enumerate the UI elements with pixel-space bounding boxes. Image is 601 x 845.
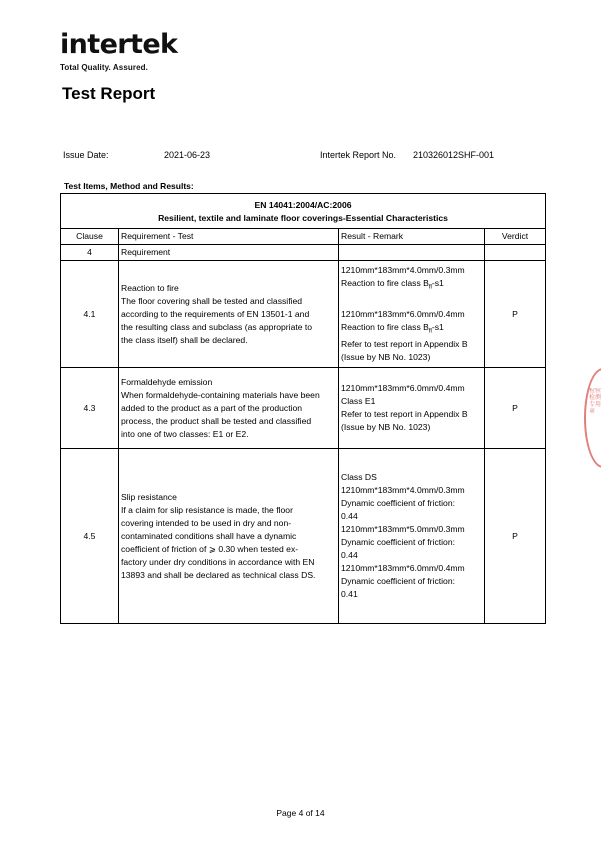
requirement-line: contaminated conditions shall have a dynamic — [121, 530, 297, 541]
result-line: 1210mm*183mm*4.0mm/0.3mm — [341, 264, 465, 275]
verdict-cell: P — [485, 261, 546, 368]
requirement-line: Slip resistance — [121, 491, 177, 502]
result-line: Dynamic coefficient of friction: — [341, 498, 455, 508]
table-row — [61, 449, 546, 624]
result-line: 1210mm*183mm*5.0mm/0.3mm — [341, 524, 465, 534]
result-cell — [339, 245, 485, 261]
requirement-line: the class itself) shall be declared. — [121, 334, 248, 345]
report-no-label: Intertek Report No. — [320, 150, 397, 160]
column-header-row — [61, 229, 546, 245]
requirement-line: covering intended to be used in dry and non- — [121, 517, 292, 528]
table-row — [61, 261, 546, 368]
standard-header-cell — [61, 194, 546, 229]
result-line: Class DS — [341, 472, 377, 482]
result-line: Refer to test report in Appendix B — [341, 339, 468, 350]
col-header-result: Result - Remark — [339, 229, 485, 245]
table-row — [61, 368, 546, 449]
requirement-line: added to the product as a part of the production — [121, 402, 303, 413]
clause-cell: 4.1 — [61, 261, 119, 368]
requirement-line: Reaction to fire — [121, 282, 179, 293]
requirement-line: the resulting class and subclass (as appropriate to — [121, 321, 313, 332]
table-row — [61, 245, 546, 261]
result-line: 1210mm*183mm*6.0mm/0.4mm — [341, 563, 465, 573]
result-line: 0.44 — [341, 511, 358, 521]
result-line: (Issue by NB No. 1023) — [341, 352, 431, 363]
requirement-line: 13893 and shall be declared as technical class DS. — [121, 569, 316, 580]
page-number: Page 4 of 14 — [276, 808, 325, 818]
result-line: 1210mm*183mm*6.0mm/0.4mm — [341, 383, 465, 393]
result-line: Reaction to fire class $B_{fl}-s1$ — [341, 321, 444, 335]
requirement-line: If a claim for slip resistance is made, the floor — [121, 504, 293, 515]
result-line: 0.41 — [341, 589, 358, 599]
requirement-line: according to the requirements of EN 13501-1 and — [121, 308, 310, 319]
clause-cell: 4.3 — [61, 368, 119, 449]
standard-title: EN 14041:2004/AC:2006 — [254, 200, 352, 210]
verdict-cell: P — [485, 449, 546, 624]
result-line — [341, 295, 482, 308]
verdict-cell — [485, 245, 546, 261]
result-line: (Issue by NB No. 1023) — [341, 422, 431, 432]
result-line: 1210mm*183mm*4.0mm/0.3mm — [341, 485, 465, 495]
verdict-cell: P — [485, 368, 546, 449]
result-line: Reaction to fire class $B_{fl}-s1$ — [341, 277, 444, 291]
requirement-cell — [119, 261, 339, 368]
logo-wordmark: intertek — [60, 29, 178, 60]
requirement-line: Formaldehyde emission — [121, 376, 213, 387]
clause-cell: 4 — [61, 245, 119, 261]
issue-date-value: 2021-06-23 — [164, 150, 211, 160]
standard-subtitle: Resilient, textile and laminate floor coverings-Essential Characteristics — [158, 213, 448, 223]
report-no-value: 210326012SHF-001 — [413, 150, 495, 160]
result-line: Dynamic coefficient of friction: — [341, 537, 455, 547]
result-line: Refer to test report in Appendix B — [341, 409, 468, 419]
requirement-line: The floor covering shall be tested and classified — [121, 295, 303, 306]
seal-stamp-text: 检验检测专用章 — [589, 388, 601, 415]
requirement-cell: Requirement — [119, 245, 339, 261]
page-title: Test Report — [62, 84, 156, 103]
intertek-logo — [60, 30, 177, 72]
requirement-line: coefficient of friction of ⩾ 0.30 when tested ex- — [121, 543, 299, 554]
col-header-requirement: Requirement - Test — [119, 229, 339, 245]
requirement-cell — [119, 449, 339, 624]
result-cell — [339, 261, 485, 368]
requirement-line: into one of two classes: E1 or E2. — [121, 428, 249, 439]
requirement-cell — [119, 368, 339, 449]
col-header-verdict: Verdict — [485, 229, 546, 245]
result-cell — [339, 449, 485, 624]
result-line: Dynamic coefficient of friction: — [341, 576, 455, 586]
requirement-line: factory under dry conditions in accordance with EN — [121, 556, 315, 567]
result-line: 0.44 — [341, 550, 358, 560]
clause-cell: 4.5 — [61, 449, 119, 624]
logo-tagline: Total Quality. Assured. — [60, 63, 148, 72]
col-header-clause: Clause — [61, 229, 119, 245]
results-table — [60, 193, 546, 624]
requirement-line: process, the product shall be tested and classified — [121, 415, 312, 426]
result-line: 1210mm*183mm*6.0mm/0.4mm — [341, 308, 465, 319]
section-title: Test Items, Method and Results: — [64, 181, 194, 191]
result-cell — [339, 368, 485, 449]
issue-date-label: Issue Date: — [63, 150, 109, 160]
result-line: Class E1 — [341, 396, 376, 406]
requirement-line: When formaldehyde-containing materials have been — [121, 389, 320, 400]
